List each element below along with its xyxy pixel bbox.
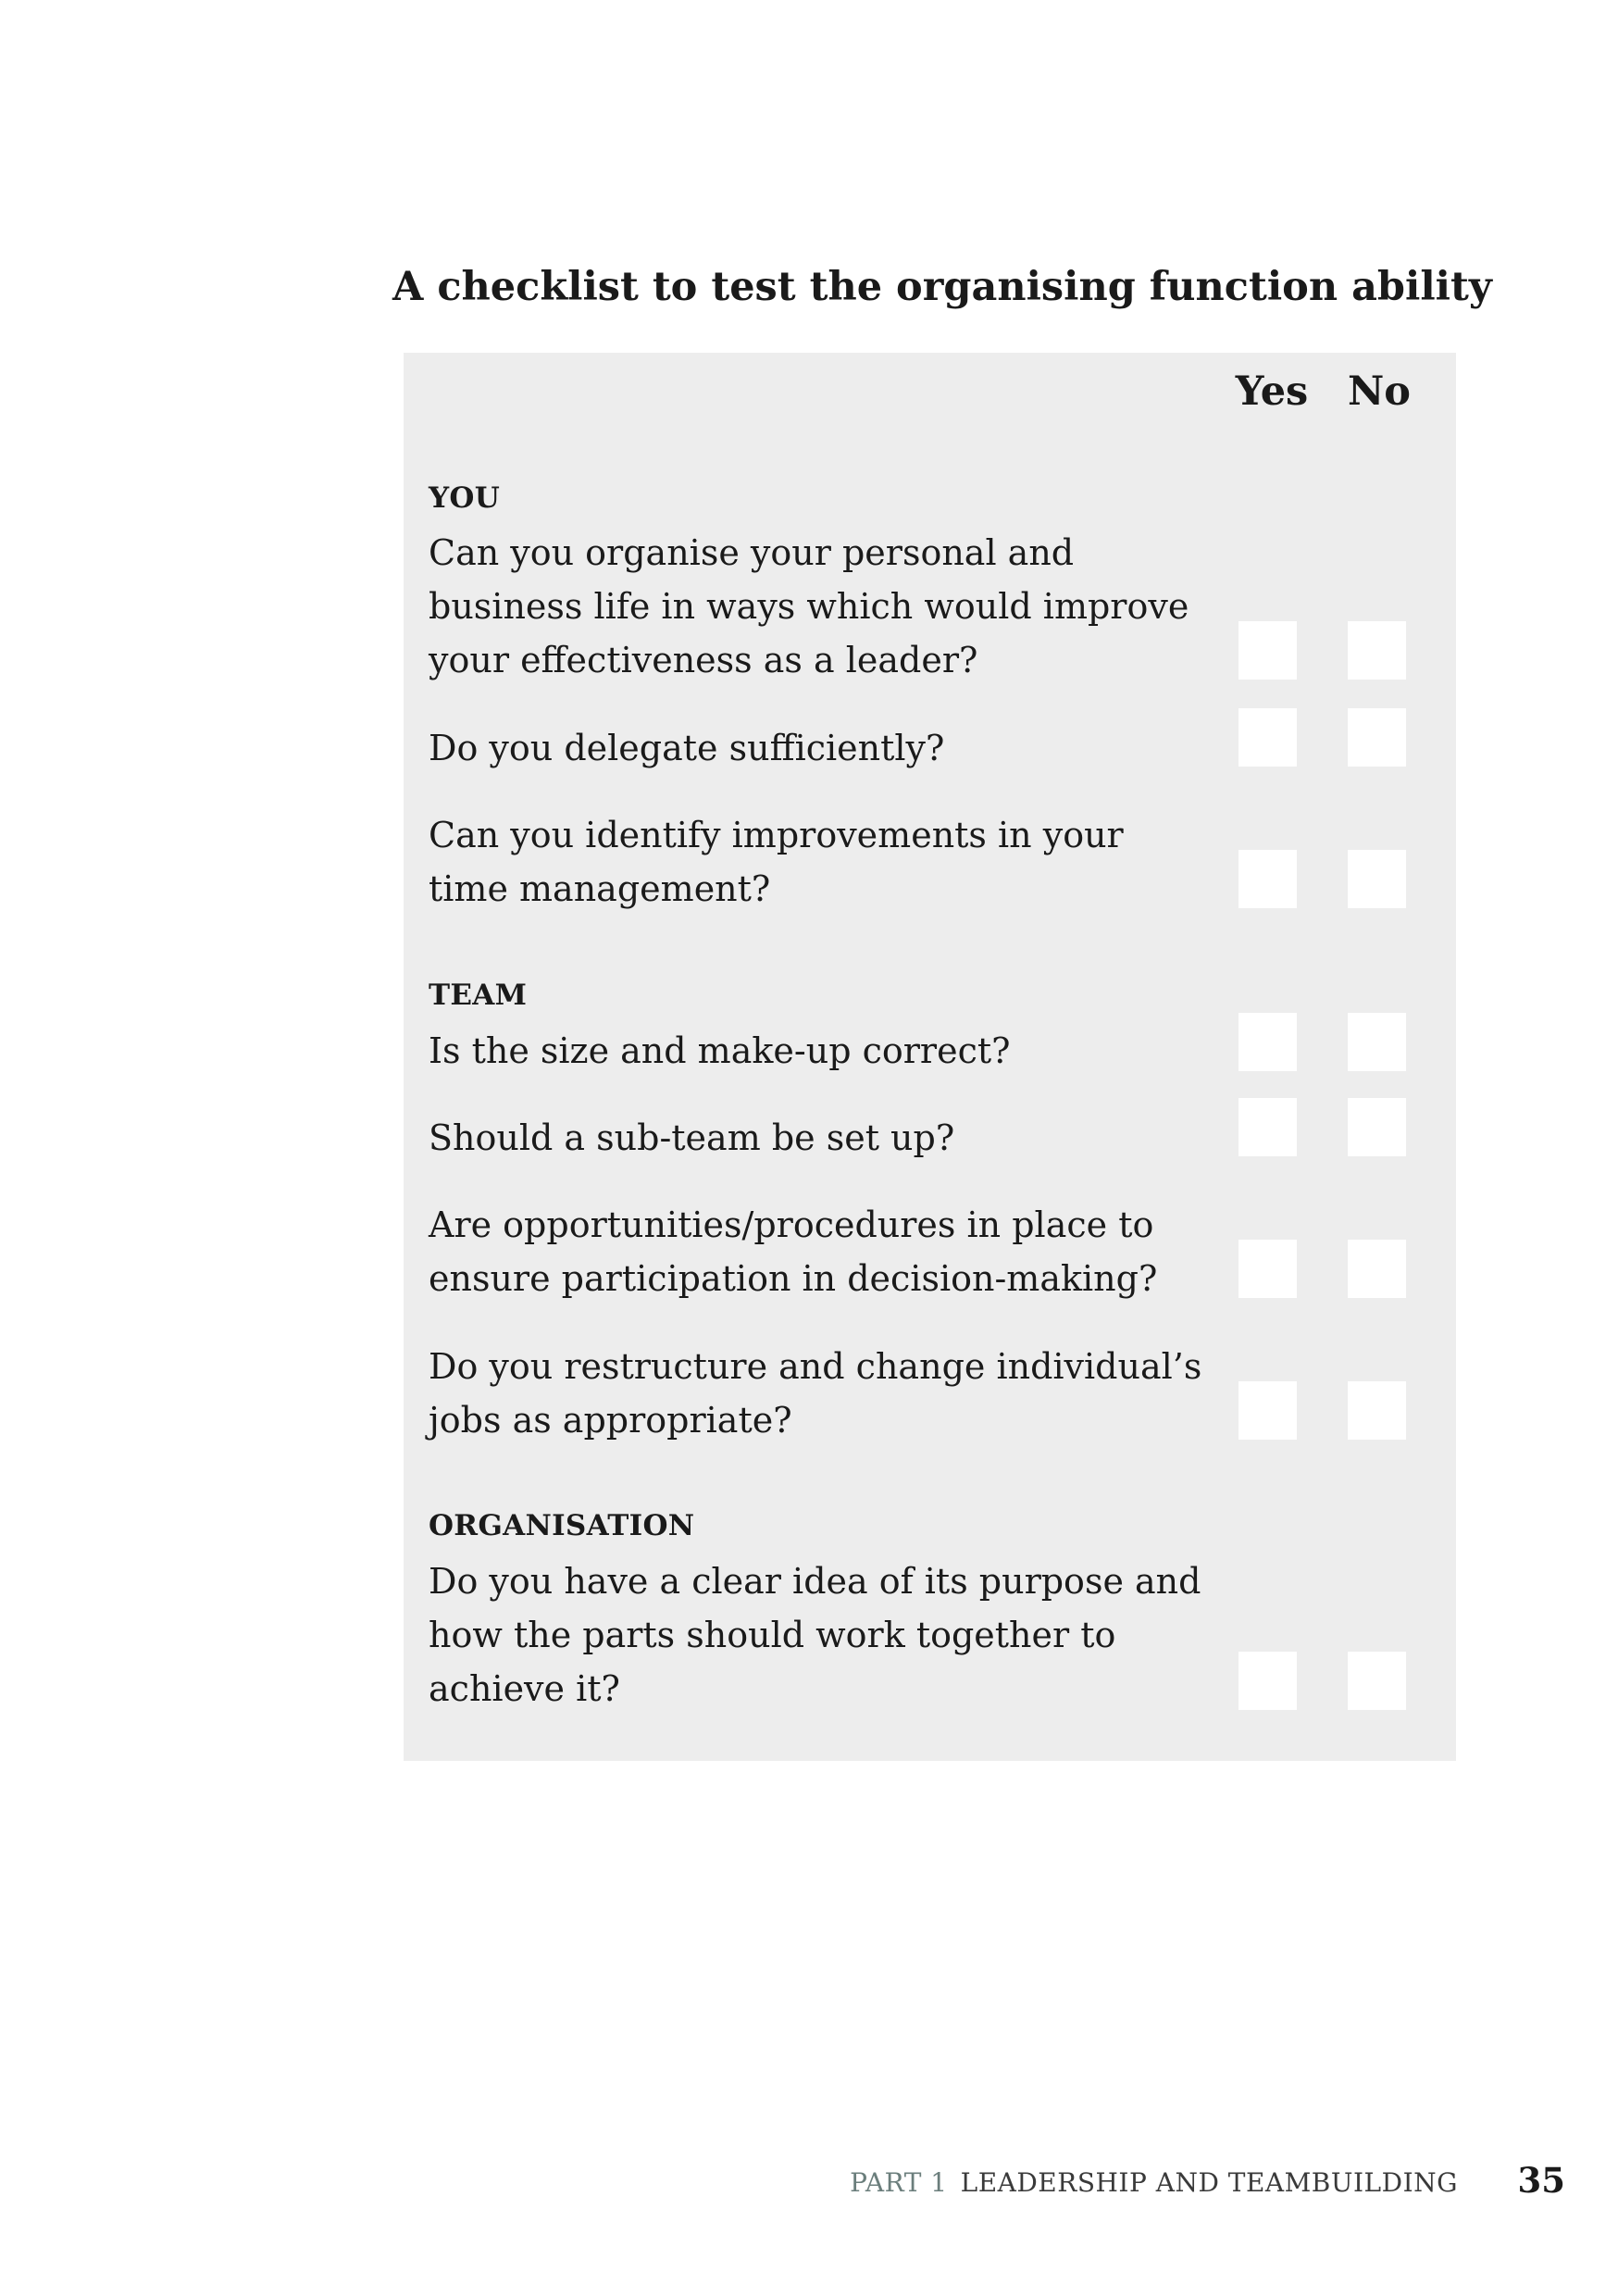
yes-checkbox-team-4[interactable] (1238, 1381, 1297, 1440)
question-line: Can you organise your personal and (429, 532, 1075, 573)
yes-checkbox-organisation-1[interactable] (1238, 1652, 1297, 1710)
question-team-1 (429, 1024, 1215, 1078)
yes-checkbox-you-2[interactable] (1238, 708, 1297, 767)
no-checkbox-team-1[interactable] (1348, 1013, 1406, 1071)
footer-chapter: LEADERSHIP AND TEAMBUILDING (960, 2167, 1458, 2198)
yes-checkbox-team-1[interactable] (1238, 1013, 1297, 1071)
section-heading-team: TEAM (429, 979, 528, 1012)
yes-checkbox-you-1[interactable] (1238, 621, 1297, 680)
question-you-2 (429, 721, 1215, 775)
no-checkbox-organisation-1[interactable] (1348, 1652, 1406, 1710)
question-line: Are opportunities/procedures in place to (429, 1204, 1154, 1245)
no-checkbox-team-3[interactable] (1348, 1240, 1406, 1298)
footer-part: PART 1 (850, 2167, 948, 2198)
question-line: Is the size and make-up correct? (429, 1030, 1011, 1071)
no-checkbox-you-2[interactable] (1348, 708, 1406, 767)
no-checkbox-you-3[interactable] (1348, 850, 1406, 908)
question-line: Should a sub-team be set up? (429, 1117, 955, 1158)
question-line: business life in ways which would improve (429, 586, 1189, 627)
yes-checkbox-team-3[interactable] (1238, 1240, 1297, 1298)
question-line: Do you have a clear idea of its purpose and (429, 1561, 1201, 1602)
question-you-3 (429, 808, 1215, 916)
question-line: jobs as appropriate? (429, 1400, 792, 1441)
no-column-header: No (1348, 368, 1411, 415)
question-line: your effectiveness as a leader? (429, 640, 978, 680)
question-line: Do you restructure and change individual’s (429, 1346, 1202, 1387)
question-line: how the parts should work together to (429, 1615, 1116, 1655)
question-line: ensure participation in decision-making? (429, 1258, 1158, 1299)
question-team-4 (429, 1340, 1215, 1447)
question-line: Can you identify improvements in your (429, 815, 1124, 855)
question-line: Do you delegate sufficiently? (429, 728, 945, 768)
section-heading-you: YOU (429, 481, 501, 515)
no-checkbox-you-1[interactable] (1348, 621, 1406, 680)
page-number: 35 (1517, 2160, 1565, 2201)
question-you-1 (429, 526, 1215, 687)
yes-column-header: Yes (1235, 368, 1309, 415)
question-line: achieve it? (429, 1668, 620, 1709)
question-line: time management? (429, 868, 771, 909)
checklist-title: A checklist to test the organising function ability (392, 264, 1492, 310)
yes-checkbox-team-2[interactable] (1238, 1098, 1297, 1156)
running-footer (850, 2165, 1458, 2202)
question-team-2 (429, 1111, 1215, 1165)
no-checkbox-team-4[interactable] (1348, 1381, 1406, 1440)
question-organisation-1 (429, 1554, 1215, 1716)
yes-checkbox-you-3[interactable] (1238, 850, 1297, 908)
section-heading-organisation: ORGANISATION (429, 1509, 695, 1542)
question-team-3 (429, 1198, 1215, 1305)
no-checkbox-team-2[interactable] (1348, 1098, 1406, 1156)
